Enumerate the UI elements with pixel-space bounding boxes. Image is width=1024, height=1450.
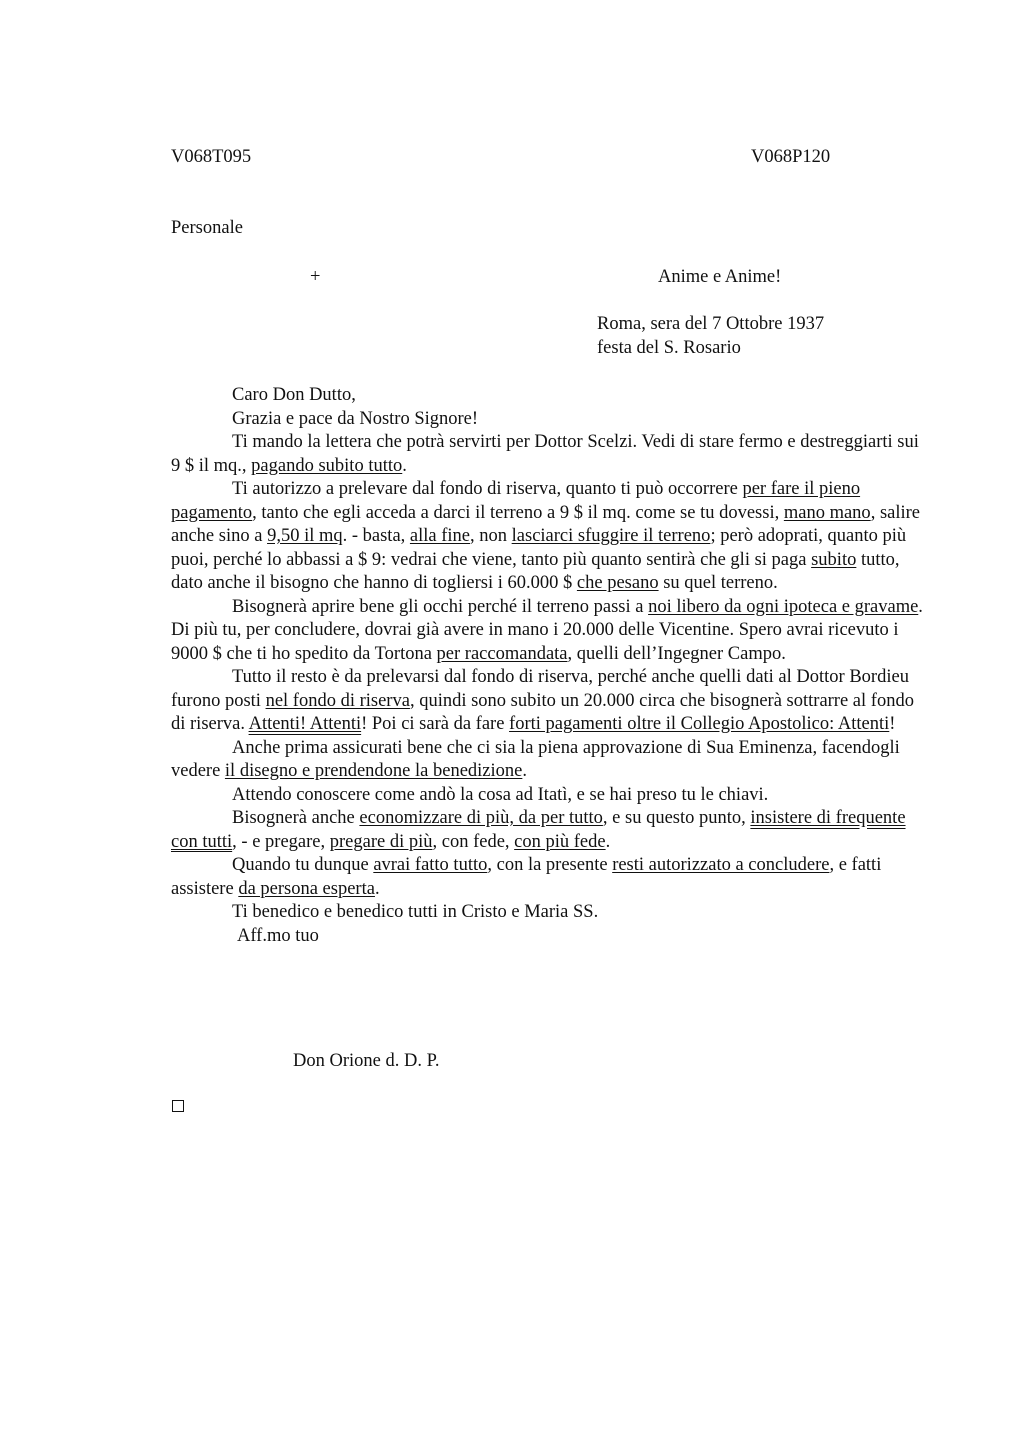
paragraph-6: Attendo conoscere come andò la cosa ad Itatì, e se hai preso tu le chiavi.: [232, 784, 769, 805]
paragraph-3: [171, 596, 931, 667]
underlined-text: resti autorizzato a concludere: [612, 855, 830, 875]
text-run: , - e pregare,: [232, 831, 330, 852]
signature: Don Orione d. D. P.: [293, 1051, 440, 1071]
text-run: , con la presente: [487, 855, 613, 875]
greeting: Grazia e pace da Nostro Signore!: [232, 408, 479, 429]
salutation: Caro Don Dutto,: [232, 385, 356, 405]
double-underlined-text: Attenti! Attenti: [248, 714, 362, 734]
text-run: , salire anche sino a: [171, 502, 920, 546]
text-run: Bisognerà anche: [232, 808, 360, 828]
cross-symbol: +: [310, 267, 321, 287]
text-run: , non: [470, 526, 512, 546]
text-run: , e fatti assistere: [171, 855, 882, 899]
underlined-text: il disegno e prendendone la benedizione: [224, 761, 523, 781]
underlined-text: da persona esperta: [238, 878, 375, 899]
text-run: , quindi sono subito un 20.000 circa che bisognerà sottrarre al fondo di riserva.: [171, 690, 914, 734]
text-run: . Di più tu, per concludere, dovrai già avere in mano i 20.000 delle Vicentine. Spero avrai ricevuto i 9000 $ che ti ho spedito da Tortona: [171, 596, 923, 664]
paragraph-5: [171, 737, 931, 784]
text-run: . - basta,: [342, 526, 410, 546]
underlined-text: forti pagamenti oltre il Collegio Apostolico: Attenti: [509, 714, 890, 734]
blessing: Ti benedico e benedico tutti in Cristo e Maria SS.: [232, 902, 599, 922]
text-run: , e su questo punto,: [602, 808, 751, 828]
place-date: Roma, sera del 7 Ottobre 1937: [597, 314, 825, 334]
paragraph-8: [171, 854, 931, 901]
text-run: Bisognerà aprire bene gli occhi perché il terreno passi a: [232, 596, 649, 617]
text-run: Anche prima assicurati bene che ci sia la piena approvazione di Sua Eminenza, facendogli vedere: [171, 737, 900, 781]
text-run: Tutto il resto è da prelevarsi dal fondo di riserva, perché anche quelli dati al Dottor Bordieu furono posti: [171, 667, 909, 711]
underlined-text: subito: [811, 549, 857, 570]
double-underlined-text: insistere di frequente con tutti: [171, 808, 906, 852]
underlined-text: con più fede: [514, 831, 606, 852]
paragraph-7: [171, 807, 931, 854]
text-run: , tanto che egli acceda a darci il terreno a 9 $ il mq. come se tu dovessi,: [252, 502, 784, 523]
text-run: .: [522, 761, 527, 781]
paragraph-1: [171, 431, 931, 478]
personal-label: Personale: [171, 218, 243, 238]
text-run: su quel terreno.: [658, 573, 778, 593]
underlined-text: 9,50 il mq: [267, 526, 343, 546]
text-run: , con fede,: [432, 831, 515, 852]
paragraph-2: [171, 478, 931, 596]
underlined-text: per raccomandata: [436, 643, 568, 664]
paragraph-4: [171, 666, 931, 737]
text-run: , quelli dell’Ingegner Campo.: [567, 643, 786, 664]
text-run: .: [402, 455, 407, 476]
underlined-text: pagando subito tutto: [251, 455, 403, 476]
underlined-text: pregare di più: [329, 831, 433, 852]
underlined-text: noi libero da ogni ipoteca e gravame: [648, 596, 919, 617]
underlined-text: lasciarci sfuggire il terreno: [511, 526, 711, 546]
text-run: .: [374, 878, 380, 899]
motto: Anime e Anime!: [658, 267, 782, 287]
text-run: .: [605, 831, 611, 852]
underlined-text: per fare il pieno pagamento: [171, 479, 861, 523]
archive-code-left: V068T095: [171, 147, 252, 167]
underlined-text: economizzare di più, da per tutto: [359, 808, 603, 828]
text-run: Ti mando la lettera che potrà servirti per Dottor Scelzi. Vedi di stare fermo e destreggiarti sui 9 $ il mq.,: [171, 432, 919, 476]
closing: Aff.mo tuo: [237, 925, 319, 946]
archive-code-right: V068P120: [751, 147, 831, 167]
underlined-text: nel fondo di riserva: [265, 690, 410, 711]
feast-line: festa del S. Rosario: [597, 338, 741, 358]
underlined-text: mano mano: [783, 502, 871, 523]
text-run: ; però adoprati, quanto più puoi, perché lo abbassi a $ 9: vedrai che viene, tanto più quanto sentirà che gli si paga: [171, 526, 907, 570]
underlined-text: alla fine: [409, 526, 471, 546]
underlined-text: che pesano: [576, 573, 659, 593]
text-run: tutto, dato anche il bisogno che hanno di togliersi i 60.000 $: [171, 549, 900, 593]
text-run: Ti autorizzo a prelevare dal fondo di riserva, quanto ti può occorrere: [232, 479, 743, 499]
text-run: Quando tu dunque: [232, 855, 374, 875]
end-box-icon: [172, 1100, 184, 1112]
text-run: ! Poi ci sarà da fare: [361, 714, 510, 734]
text-run: !: [889, 714, 896, 734]
letter-body: [171, 384, 931, 948]
underlined-text: avrai fatto tutto: [373, 855, 488, 875]
